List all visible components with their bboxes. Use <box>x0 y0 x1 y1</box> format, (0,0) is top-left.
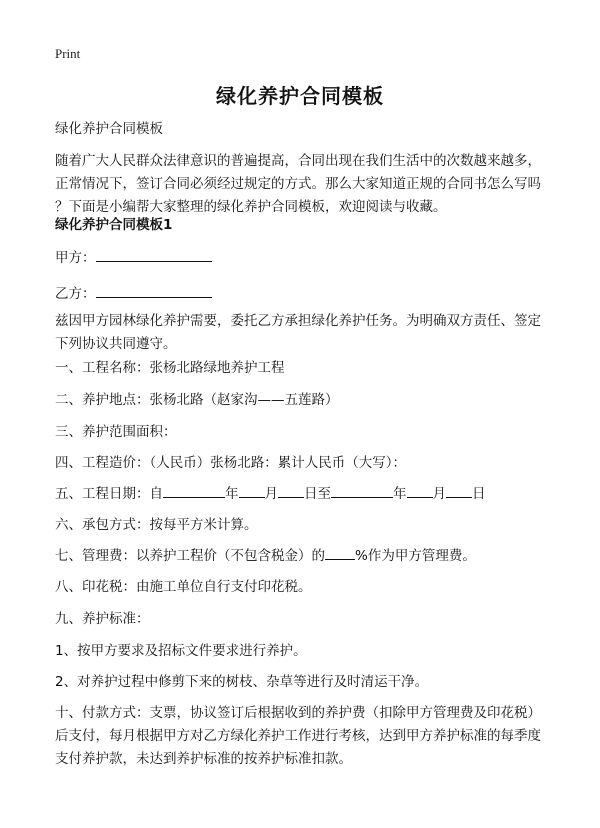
item-10-line-3: 支付养护款，未达到养护标准的按养护标准扣款。 <box>55 751 352 767</box>
item-10 <box>55 702 555 771</box>
intro-line-2: 正常情况下，签订合同必须经过规定的方式。那么大家知道正规的合同书怎么写吗 <box>55 176 541 192</box>
standard-2: 2、对养护过程中修剪下来的树枝、杂草等进行及时清运干净。 <box>55 674 429 690</box>
intro-paragraph <box>55 150 555 219</box>
party-b-line <box>55 283 555 306</box>
party-b-label: 乙方： <box>55 286 96 302</box>
end-year-blank <box>331 483 393 498</box>
management-fee-blank <box>325 545 355 560</box>
item-3: 三、养护范围面积： <box>55 424 177 440</box>
preamble-line-2: 下列协议共同遵守。 <box>55 336 177 352</box>
start-day-unit: 日至 <box>304 486 331 502</box>
item-7-prefix: 七、管理费：以养护工程价（不包含税金）的 <box>55 548 325 564</box>
party-b-blank <box>96 283 212 298</box>
document-subtitle: 绿化养护合同模板 <box>55 121 163 137</box>
section-heading: 绿化养护合同模板1 <box>55 217 173 233</box>
start-year-unit: 年 <box>225 486 239 502</box>
document-title: 绿化养护合同模板 <box>216 84 384 108</box>
start-month-blank <box>239 483 265 498</box>
party-a-blank <box>96 247 212 262</box>
start-day-blank <box>278 483 304 498</box>
print-link[interactable]: Print <box>55 46 81 61</box>
preamble-line-1: 兹因甲方园林绿化养护需要，委托乙方承担绿化养护任务。为明确双方责任、签定 <box>55 313 541 329</box>
standard-1: 1、按甲方要求及招标文件要求进行养护。 <box>55 643 307 659</box>
start-year-blank <box>163 483 225 498</box>
item-5 <box>55 483 555 506</box>
end-day-blank <box>446 483 472 498</box>
item-7-suffix: %作为甲方管理费。 <box>355 548 476 564</box>
item-10-line-1: 十、付款方式：支票，协议签订后根据收到的养护费（扣除甲方管理费及印花税） <box>55 705 541 721</box>
intro-line-1: 随着广大人民群众法律意识的普遍提高，合同出现在我们生活中的次数越来越多， <box>55 153 541 169</box>
end-month-unit: 月 <box>432 486 446 502</box>
party-a-label: 甲方： <box>55 250 96 266</box>
item-5-prefix: 五、工程日期：自 <box>55 486 163 502</box>
item-9: 九、养护标准： <box>55 611 150 627</box>
preamble-paragraph <box>55 310 555 356</box>
item-8: 八、印花税：由施工单位自行支付印花税。 <box>55 579 312 595</box>
end-day-unit: 日 <box>472 486 486 502</box>
party-a-line <box>55 247 555 270</box>
item-1: 一、工程名称：张杨北路绿地养护工程 <box>55 360 285 376</box>
item-2: 二、养护地点：张杨北路（赵家沟——五莲路） <box>55 392 339 408</box>
item-6: 六、承包方式：按每平方米计算。 <box>55 517 258 533</box>
item-4: 四、工程造价：（人民币）张杨北路：累计人民币（大写）： <box>55 455 406 471</box>
item-7 <box>55 545 555 568</box>
item-10-line-2: 后支付，每月根据甲方对乙方绿化养护工作进行考核，达到甲方养护标准的每季度 <box>55 728 541 744</box>
end-year-unit: 年 <box>393 486 407 502</box>
start-month-unit: 月 <box>264 486 278 502</box>
intro-line-3: ？下面是小编帮大家整理的绿化养护合同模板，欢迎阅读与收藏。 <box>55 199 447 215</box>
end-month-blank <box>407 483 433 498</box>
